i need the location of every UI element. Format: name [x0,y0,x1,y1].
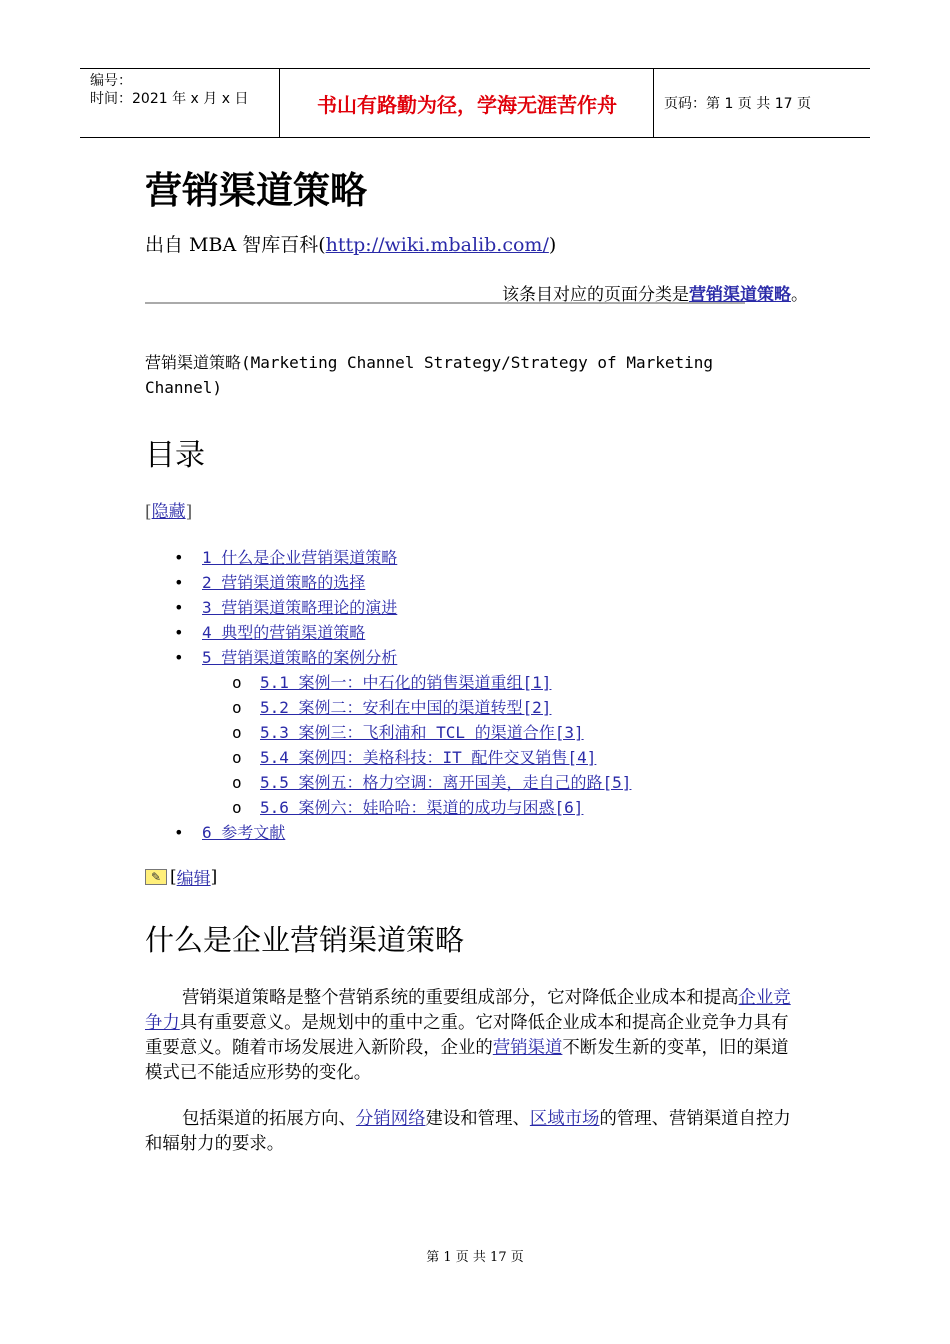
toc-link-5-1[interactable]: 5.1 案例一：中石化的销售渠道重组[1] [260,673,552,692]
toc-item [174,545,631,570]
bullet-icon: • [174,573,184,592]
header-table [80,68,870,138]
toc-subitem [174,695,631,720]
toc-link-3[interactable]: 3 营销渠道策略理论的演进 [202,598,398,617]
toc-subitem [174,720,631,745]
text: 的管理、营销渠道自控力和辐射力的要求。 [145,1109,791,1154]
bracket-open: [ [170,866,177,887]
text: 建设和管理、 [425,1109,530,1129]
toc-link-5-6[interactable]: 5.6 案例六：娃哈哈：渠道的成功与困惑[6] [260,798,584,817]
category-suffix: 。 [791,285,808,305]
toc-item [174,570,631,595]
category-prefix: 该条目对应的页面分类是 [502,285,689,305]
toc-link-2[interactable]: 2 营销渠道策略的选择 [202,573,366,592]
source-prefix: 出自 MBA 智库百科( [145,234,326,256]
link-distribution-network[interactable]: 分销网络 [355,1109,426,1129]
header-page-info: 页码：第 1 页 共 17 页 [664,96,811,112]
toc-hide-toggle [145,497,192,522]
toc-subitem [174,745,631,770]
header-motto: 书山有路勤为径，学海无涯苦作舟 [281,69,654,137]
page-footer: 第 1 页 共 17 页 [426,1250,524,1265]
toc-link-5-2[interactable]: 5.2 案例二：安利在中国的渠道转型[2] [260,698,552,717]
toc-link-6[interactable]: 6 参考文献 [202,823,286,842]
sub-bullet-icon: o [232,748,242,767]
header-meta-cell [80,69,280,137]
link-regional-market[interactable]: 区域市场 [529,1109,600,1129]
toc-subitem [174,670,631,695]
divider [145,302,745,304]
toc-item [174,620,631,645]
text: 具有重要意义。是规划中的重中之重。它对降低企业成本和提高企业竞争力具有重要意义。随着市场发展进入新阶段，企业的 [145,1013,789,1058]
section-heading: 什么是企业营销渠道策略 [145,923,465,957]
bullet-icon: • [174,598,184,617]
page-title: 营销渠道策略 [145,168,367,212]
toc-link-5-5[interactable]: 5.5 案例五：格力空调：离开国美，走自己的路[5] [260,773,632,792]
text: 营销渠道策略是整个营销系统的重要组成部分，它对降低企业成本和提高 [182,988,739,1008]
source-line [145,230,556,257]
edit-pencil-icon[interactable]: ✎ [145,869,167,885]
hide-link[interactable]: 隐藏 [151,502,186,522]
sub-bullet-icon: o [232,773,242,792]
edit-link[interactable]: 编辑 [176,869,211,889]
toc-link-5[interactable]: 5 营销渠道策略的案例分析 [202,648,398,667]
sub-bullet-icon: o [232,798,242,817]
toc-heading: 目录 [145,438,205,473]
link-marketing-channel[interactable]: 营销渠道 [492,1038,563,1058]
bracket-close: ] [185,502,193,522]
bullet-icon: • [174,548,184,567]
time-label: 时间：2021 年 x 月 x 日 [90,91,249,107]
paragraph-1 [145,986,800,1086]
sub-bullet-icon: o [232,673,242,692]
paragraph-2 [145,1107,800,1157]
link-competitiveness[interactable]: 企业竞争力 [145,988,791,1033]
toc-link-5-3[interactable]: 5.3 案例三：飞利浦和 TCL 的渠道合作[3] [260,723,584,742]
toc-link-5-4[interactable]: 5.4 案例四：美格科技：IT 配件交叉销售[4] [260,748,597,767]
toc-item [174,645,631,670]
bullet-icon: • [174,623,184,642]
toc-link-4[interactable]: 4 典型的营销渠道策略 [202,623,366,642]
edit-section [145,864,217,889]
category-link[interactable]: 营销渠道策略 [689,285,791,305]
bracket-close: ] [210,866,218,887]
sub-bullet-icon: o [232,723,242,742]
sub-bullet-icon: o [232,698,242,717]
intro-text: 营销渠道策略(Marketing Channel Strategy/Strategy of Marketing Channel) [145,353,714,397]
toc-link-1[interactable]: 1 什么是企业营销渠道策略 [202,548,398,567]
toc-subitem [174,770,631,795]
text: 包括渠道的拓展方向、 [182,1109,356,1129]
bullet-icon: • [174,648,184,667]
number-label: 编号： [90,73,132,89]
source-link[interactable]: http://wiki.mbalib.com/ [325,234,549,256]
bullet-icon: • [174,823,184,842]
toc-item [174,595,631,620]
table-of-contents [174,545,631,845]
toc-subitem [174,795,631,820]
text: 不断发生新的变革，旧的渠道模式已不能适应形势的变化。 [145,1038,789,1083]
source-suffix: ) [548,234,557,256]
toc-item [174,820,631,845]
bracket-open: [ [145,502,152,522]
